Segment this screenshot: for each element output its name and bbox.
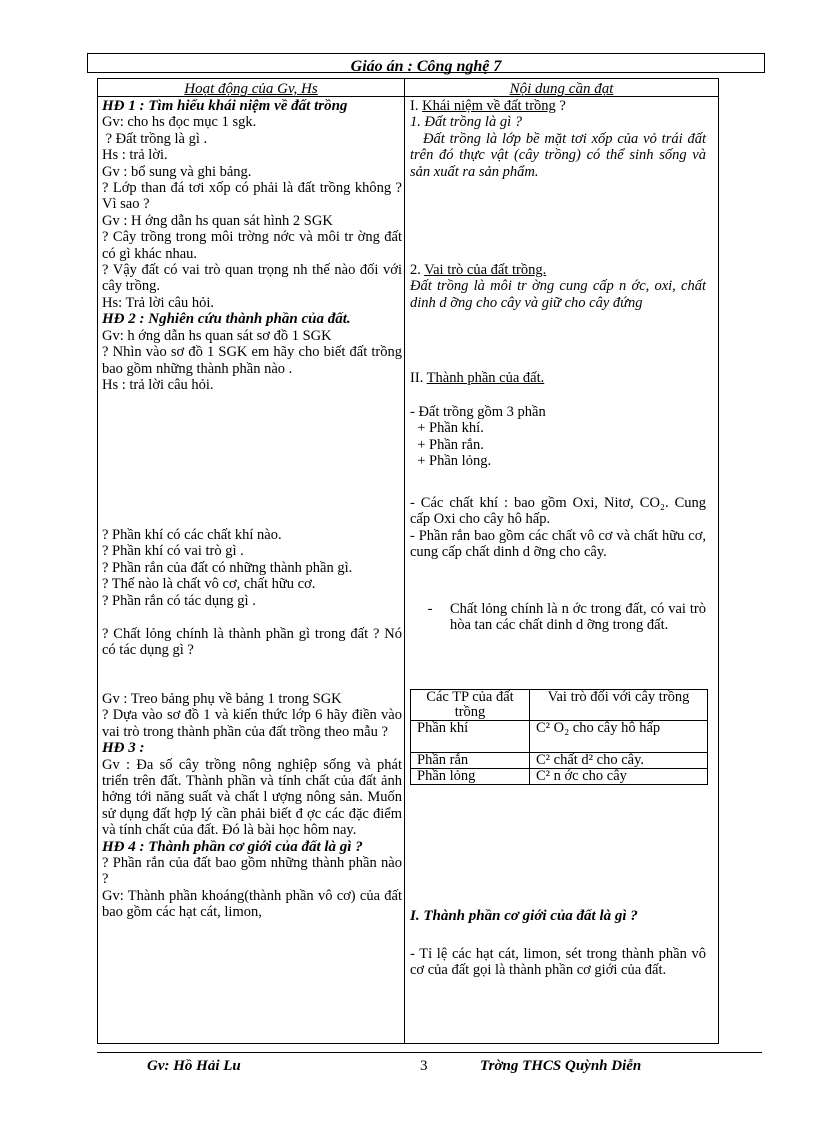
left-line: ? Đất trồng là gì . [102, 130, 208, 147]
gas-part-text [408, 495, 708, 561]
section-2 [408, 370, 708, 386]
list-item: Chất lỏng chính là n ớc trong đất, có vai trò hòa tan các chất dinh d ỡng trong đất. [450, 601, 706, 634]
left-column-heading: Hoạt động của Gv, Hs [184, 81, 318, 96]
definition-text: - Tỉ lệ các hạt cát, limon, sét trong thành phần vô cơ của đất gọi là thành phần cơ giới của đất. [410, 946, 706, 979]
section-number: 2. [410, 262, 425, 278]
left-line: ? Dựa vào sơ đồ 1 và kiến thức lớp 6 hãy điền vào vai trò trong thành phần của đất trồng theo mẫu ? [102, 707, 402, 740]
table-cell: C² n ớc cho cây [530, 769, 708, 785]
soil-role-table [410, 689, 708, 785]
dash-marker: - [427, 601, 433, 617]
left-line: ? Vậy đất có vai trò quan trọng nh thế nào đối với cây trồng. [102, 262, 402, 295]
left-column [102, 98, 402, 393]
subsection-title: Vai trò của đất trồng. [424, 262, 547, 278]
table-cell: Phần khí [411, 721, 530, 753]
activity-2-title: HĐ 2 : Nghiên cứu thành phần của đất. [102, 311, 351, 328]
left-line: ? Phần rắn của đất có những thành phần gì. [102, 559, 353, 576]
activity-4-title: HĐ 4 : Thành phần cơ giới của đất là gì ? [102, 838, 363, 855]
table-row [411, 753, 708, 769]
left-line: ? Chất lỏng chính là thành phần gì trong đất ? Nó có tác dụng gì ? [102, 626, 402, 659]
header-title: Giáo án : Công nghệ 7 [350, 58, 502, 75]
left-line: ? Phần khí có vai trò gì . [102, 543, 244, 560]
section-3-title: I. Thành phần cơ giới của đất là gì ? [410, 908, 638, 924]
definition-text: Đất trồng là lớp bề mặt tơi xốp của vỏ trái đất trên đó thực vật (cây trồng) có thể sinh sống và sản xuất ra sản phẩm. [410, 130, 706, 180]
left-line: ? Phần khí có các chất khí nào. [102, 527, 282, 543]
section-1-2 [408, 262, 708, 311]
table-cell: Phần lỏng [411, 769, 530, 785]
table-row [411, 690, 708, 721]
footer-rule [97, 1052, 762, 1053]
document-header [87, 53, 765, 73]
subsection-1-2-title [410, 262, 706, 278]
footer-teacher: Gv: Hồ Hải Lu [147, 1058, 241, 1074]
left-line: ? Phần rắn có tác dụng gì . [102, 592, 256, 609]
left-line: ? Phần rắn của đất bao gồm những thành phần nào ? [102, 855, 402, 888]
list-item: - Phần rắn bao gồm các chất vô cơ và chất hữu cơ, cung cấp chất dinh d ỡng cho cây. [410, 527, 706, 561]
list-item: - Đất trồng gồm 3 phần [410, 404, 546, 420]
lesson-table [97, 78, 719, 1044]
table-header-cell: Vai trò đối với cây trồng [530, 690, 708, 721]
section-suffix: ? [555, 98, 566, 114]
table-row [411, 769, 708, 785]
left-line: ? Lớp than đá tơi xốp có phải là đất trồng không ? Vì sao ? [102, 180, 402, 213]
subsection-1-1 [410, 114, 706, 130]
activity-1-title: HĐ 1 : Tìm hiểu khái niệm về đất trồng [102, 98, 348, 114]
left-line: Hs : trả lời. [102, 147, 168, 164]
right-column-heading: Nội dung cần đạt [509, 81, 614, 96]
soil-parts-list [408, 404, 708, 470]
table-cell: C² chất d² cho cây. [530, 753, 708, 769]
subsection-title: 1. Đất trồng là gì ? [410, 114, 522, 131]
left-question-liquid [102, 626, 402, 659]
page-number: 3 [420, 1058, 428, 1074]
activity-3-title: HĐ 3 : [102, 740, 145, 757]
list-item: + Phần rắn. [410, 436, 484, 453]
table-row [411, 721, 708, 753]
section-1 [408, 98, 708, 180]
list-item: + Phần khí. [410, 420, 484, 437]
section-3-text [408, 946, 708, 979]
header-rule [98, 96, 718, 97]
column-divider [404, 79, 405, 1043]
section-title: Thành phần của đất. [426, 370, 545, 386]
left-line: Gv : Treo bảng phụ về bảng 1 trong SGK [102, 691, 342, 707]
left-line: Gv : Đa số cây trồng nông nghiệp sống và phát triển trên đất. Thành phần và tính chất của đất ảnh hởng tới năng suất và chất l ượng nông sản. Muốn sử dụng đất hợp lý cần phải biết đ ợc các đặc điểm và tính chất của đất. Đó là bài học hôm nay. [102, 756, 402, 839]
table-cell: Phần rắn [411, 753, 530, 769]
footer-school: Trờng THCS Quỳnh Diễn [480, 1058, 642, 1074]
section-1-title [410, 98, 706, 114]
liquid-part-text [408, 601, 708, 634]
left-line: Hs: Trả lời câu hỏi. [102, 294, 214, 311]
left-line: Gv: Thành phần khoáng(thành phần vô cơ) của đất bao gồm các hạt cát, limon, [102, 887, 402, 921]
left-line: Gv : H ớng dẫn hs quan sát hình 2 SGK [102, 212, 333, 229]
role-text: Đất trồng là môi tr ờng cung cấp n ớc, oxi, chất dinh d ỡng cho cây và giữ cho cây đứng [410, 278, 706, 311]
section-title: Khái niệm về đất trồng [422, 98, 556, 114]
table-header-cell: Các TP của đất trồng [411, 690, 530, 721]
left-line: Gv: cho hs đọc mục 1 sgk. [102, 114, 257, 131]
list-item: + Phần lỏng. [410, 453, 492, 470]
section-3 [408, 908, 708, 924]
section-number: II. [410, 370, 427, 386]
left-column-part-c [102, 691, 402, 921]
left-line: Gv: h ớng dẫn hs quan sát sơ đồ 1 SGK [102, 327, 332, 344]
left-line: Hs : trả lời câu hỏi. [102, 376, 214, 393]
left-line: ? Cây trồng trong môi trờng nớc và môi tr ờng đất có gì khác nhau. [102, 229, 402, 262]
left-column-part-b [102, 527, 402, 609]
section-number: I. [410, 98, 423, 114]
table-cell: C² O₂ cho cây hô hấp [530, 721, 708, 753]
left-line: ? Nhìn vào sơ đồ 1 SGK em hãy cho biết đất trồng bao gồm những thành phần nào . [102, 344, 402, 377]
list-item: - Các chất khí : bao gồm Oxi, Nitơ, CO₂. Cung cấp Oxi cho cây hô hấp. [410, 495, 706, 528]
left-line: Gv : bổ sung và ghi bảng. [102, 163, 252, 180]
left-line: ? Thế nào là chất vô cơ, chất hữu cơ. [102, 576, 316, 593]
section-2-title [410, 370, 706, 386]
